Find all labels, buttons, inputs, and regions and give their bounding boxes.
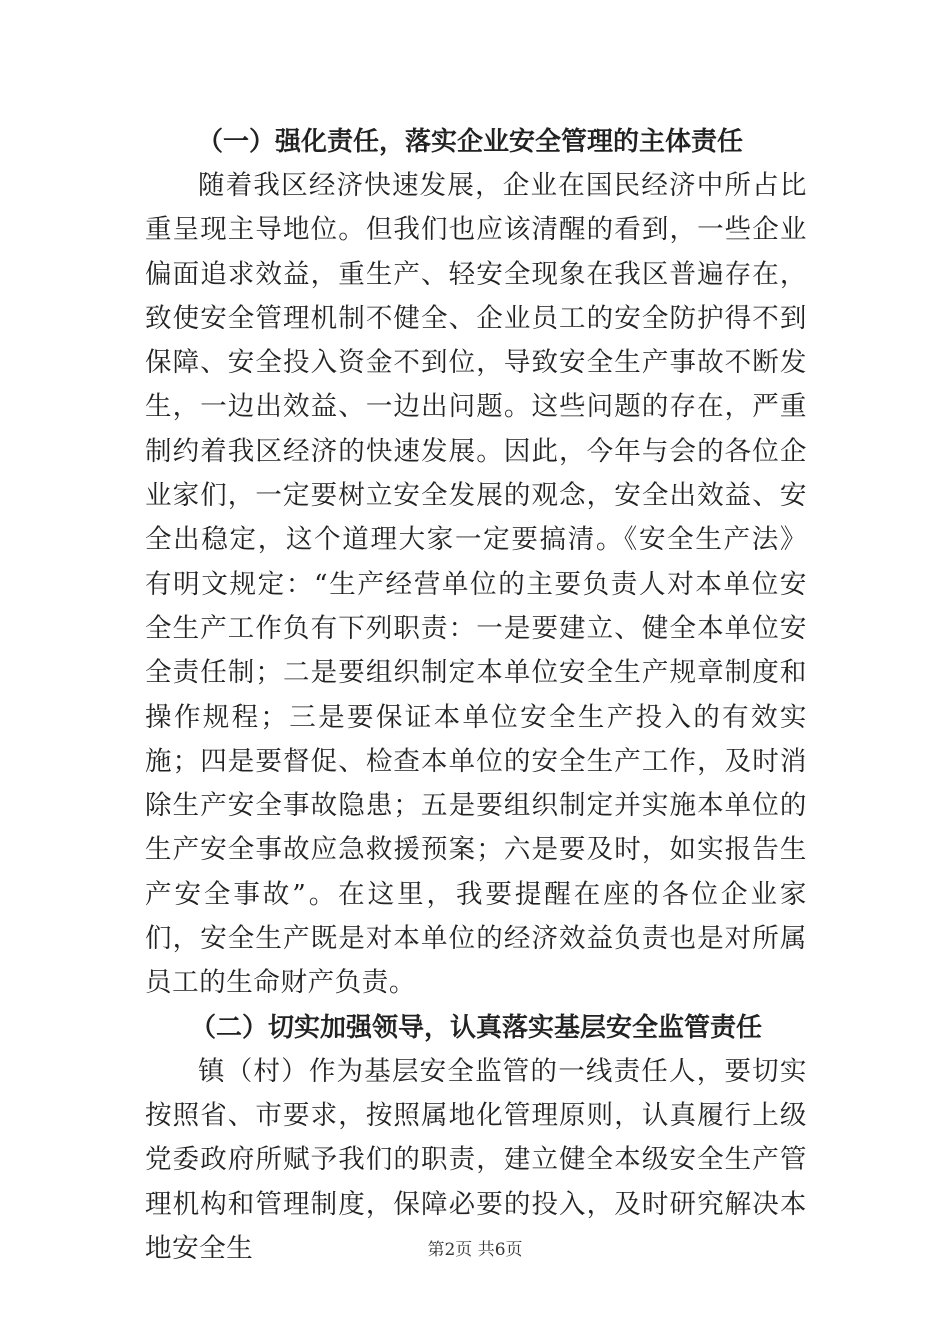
page-footer: 第2页 共6页 <box>427 1240 523 1260</box>
section-heading-2: （二）切实加强领导，认真落实基层安全监管责任 <box>189 1012 762 1043</box>
document-body <box>145 120 807 1271</box>
section-heading-1: （一）强化责任，落实企业安全管理的主体责任 <box>196 127 743 157</box>
section-paragraph-2: 镇（村）作为基层安全监管的一线责任人，要切实按照省、市要求，按照属地化管理原则，认真履行上级党委政府所赋予我们的职责，建立健全本级安全生产管理机构和管理制度，保障必要的投入，及时研究解决本地安全生 <box>145 1055 807 1264</box>
section-paragraph-1: 随着我区经济快速发展，企业在国民经济中所占比重呈现主导地位。但我们也应该清醒的看到，一些企业偏面追求效益，重生产、轻安全现象在我区普遍存在，致使安全管理机制不健全、企业员工的安全防护得不到保障、安全投入资金不到位，导致安全生产事故不断发生，一边出效益、一边出问题。这些问题的存在，严重制约着我区经济的快速发展。因此，今年与会的各位企业家们，一定要树立安全发展的观念，安全出效益、安全出稳定，这个道理大家一定要搞清。《安全生产法》有明文规定：“生产经营单位的主要负责人对本单位安全生产工作负有下列职责：一是要建立、健全本单位安全责任制；二是要组织制定本单位安全生产规章制度和操作规程；三是要保证本单位安全生产投入的有效实施；四是要督促、检查本单位的安全生产工作，及时消除生产安全事故隐患；五是要组织制定并实施本单位的生产安全事故应急救援预案；六是要及时，如实报告生产安全事故”。在这里，我要提醒在座的各位企业家们，安全生产既是对本单位的经济效益负责也是对所属员工的生命财产负责。 <box>145 170 807 999</box>
